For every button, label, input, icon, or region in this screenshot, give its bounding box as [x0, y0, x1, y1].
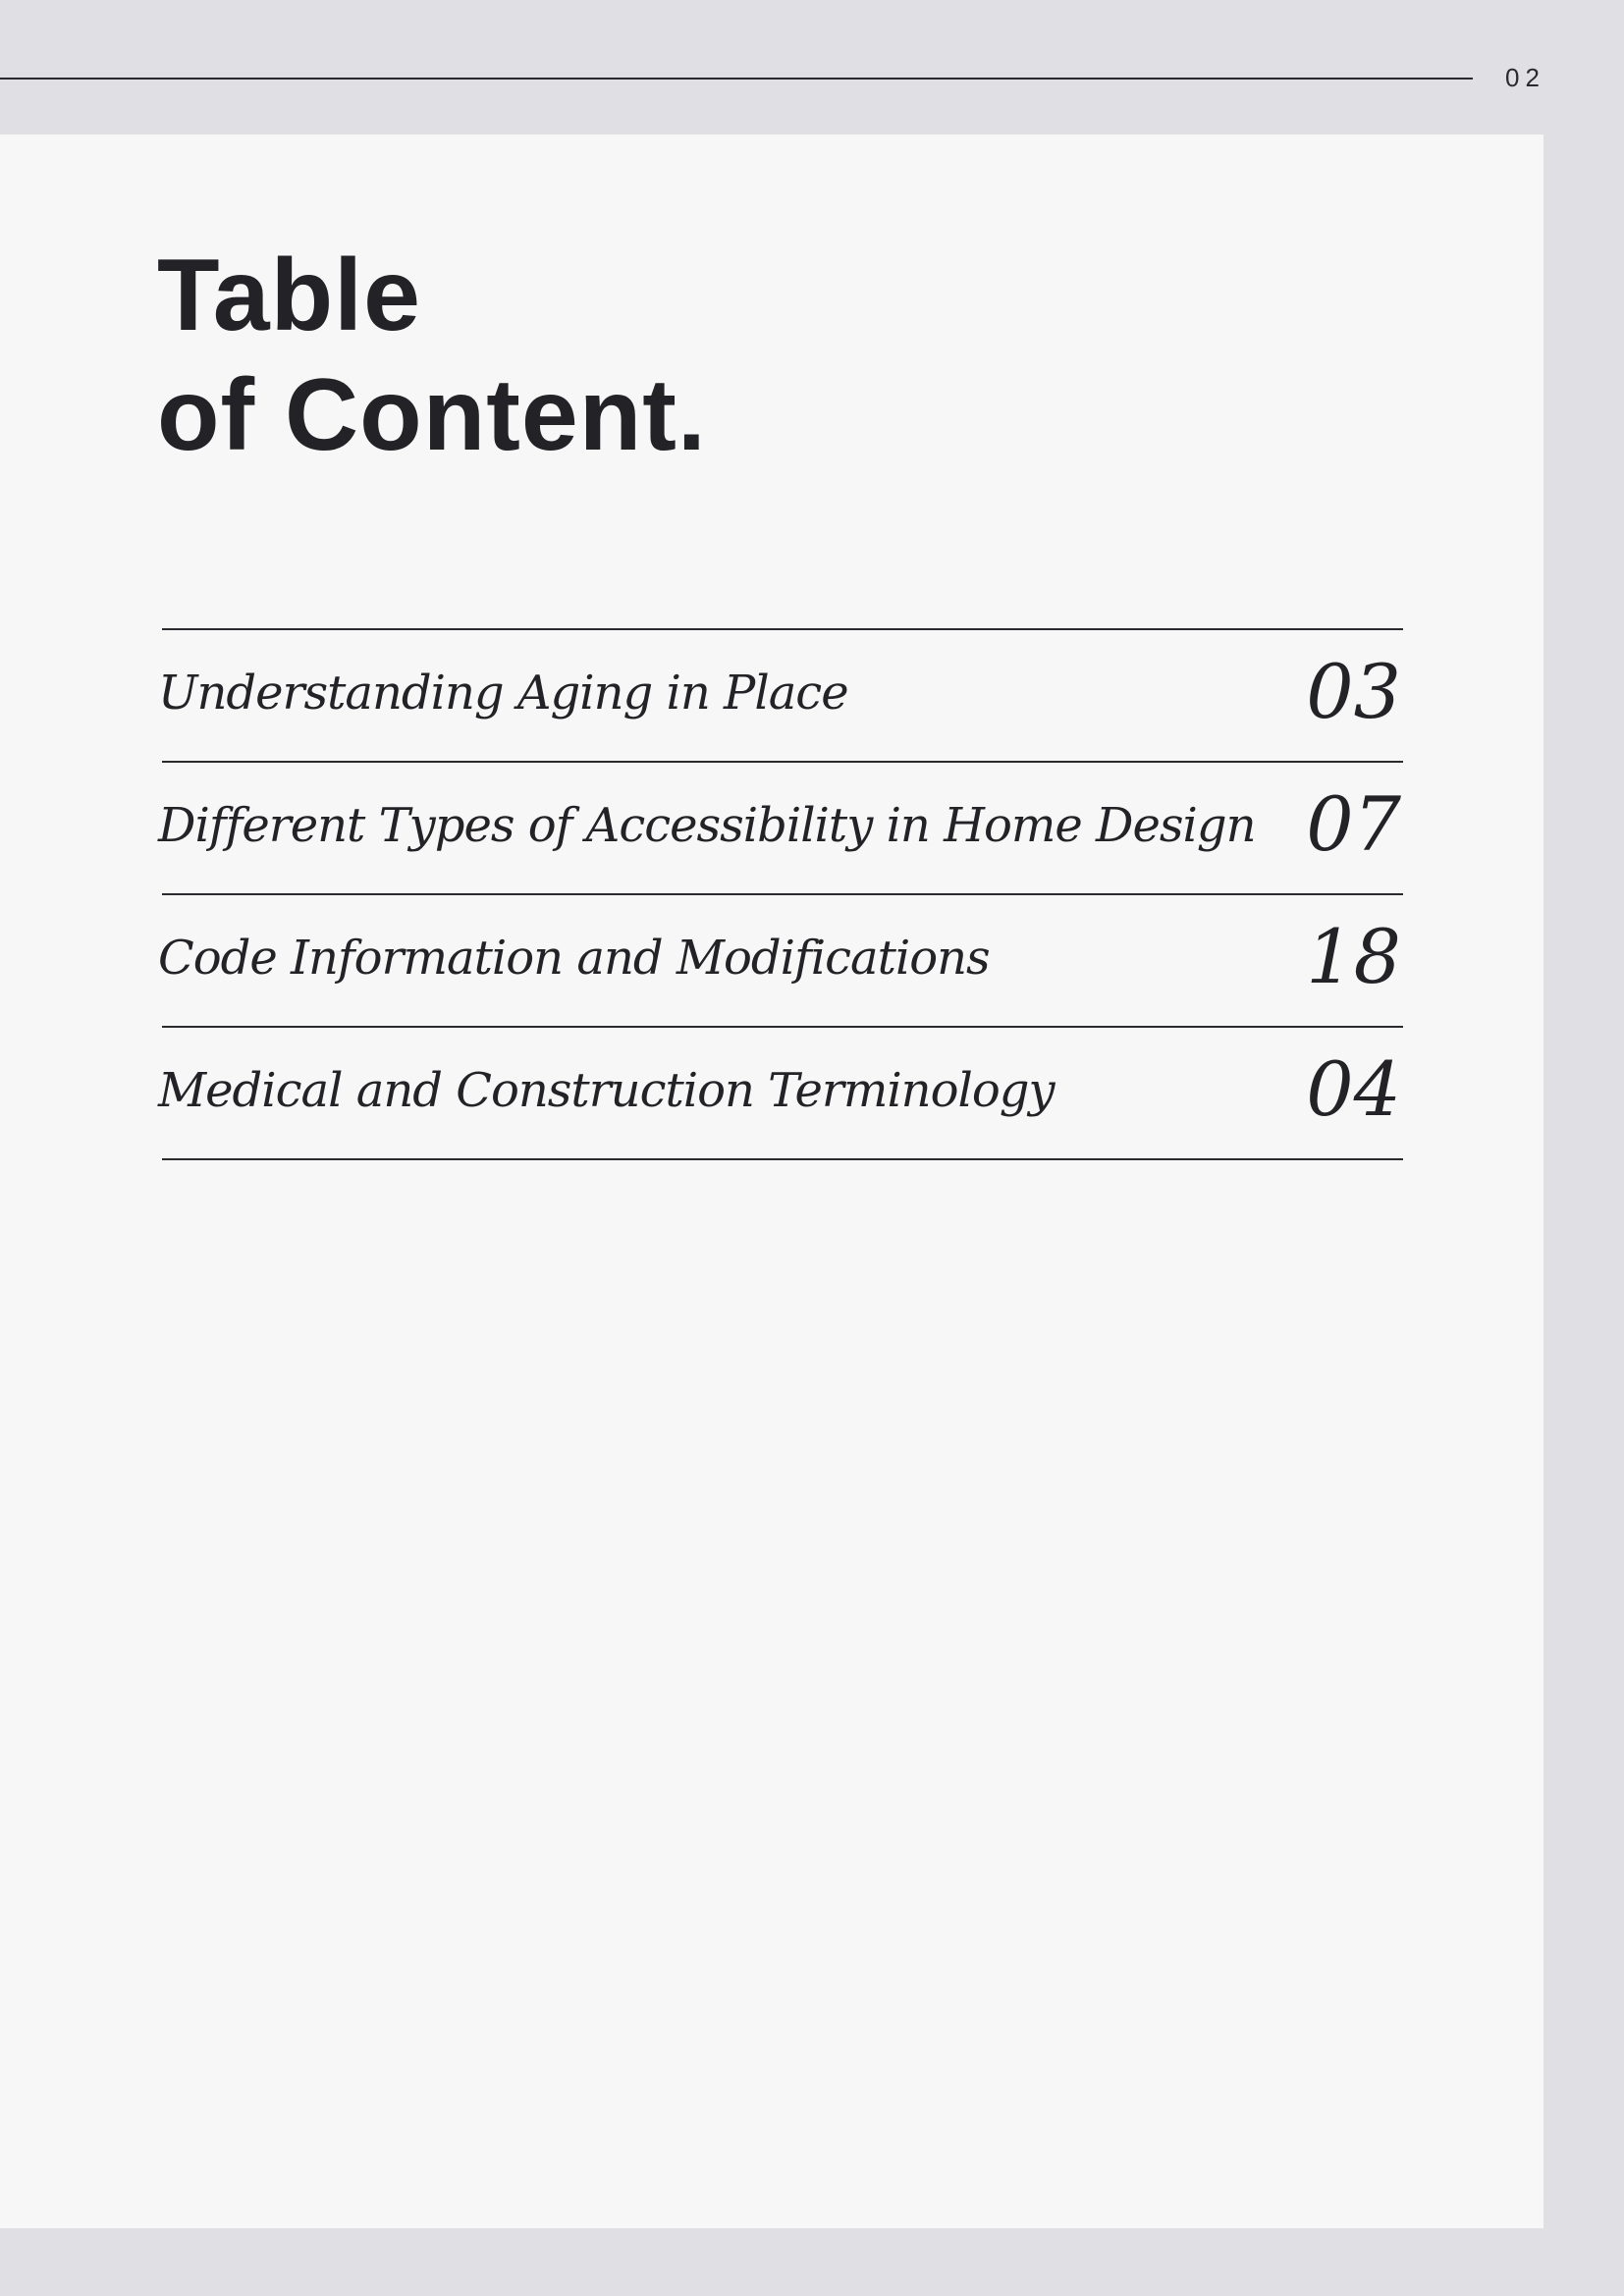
- toc-entry-title: Understanding Aging in Place: [158, 666, 848, 721]
- toc-entry-title: Medical and Construction Terminology: [158, 1063, 1055, 1118]
- toc-entry[interactable]: [158, 1028, 1403, 1160]
- page-title: [157, 236, 707, 475]
- page-title-line-2: of Content.: [157, 358, 707, 472]
- header-rule: [0, 78, 1473, 80]
- page-title-line-1: Table: [157, 239, 421, 352]
- toc-entry-page: 04: [1306, 1045, 1401, 1133]
- toc-entry-page: 07: [1306, 780, 1401, 868]
- toc-entry-page: 03: [1306, 648, 1401, 735]
- toc-entry-title: Code Information and Modifications: [158, 931, 990, 986]
- table-of-contents: [158, 628, 1403, 1160]
- toc-entry[interactable]: [158, 763, 1403, 895]
- toc-entry-page: 18: [1306, 913, 1401, 1000]
- toc-entry[interactable]: [158, 630, 1403, 763]
- page-number: 02: [1505, 63, 1545, 92]
- toc-entry[interactable]: [158, 895, 1403, 1028]
- toc-entry-title: Different Types of Accessibility in Home Design: [158, 798, 1256, 853]
